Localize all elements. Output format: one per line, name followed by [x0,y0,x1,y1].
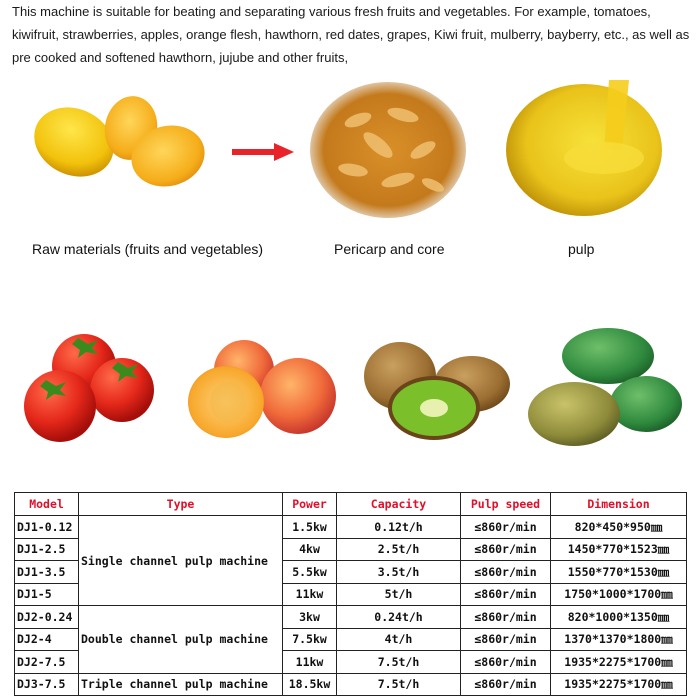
pericarp-label: Pericarp and core [334,241,445,257]
cell-dimension: 1370*1370*1800㎜ [551,628,687,651]
cell-speed: ≤860r/min [461,561,551,584]
cell-speed: ≤860r/min [461,516,551,539]
header-model: Model [15,493,79,516]
cell-dimension: 1550*770*1530㎜ [551,561,687,584]
cell-type: Triple channel pulp machine [79,673,283,696]
cell-model: DJ1-3.5 [15,561,79,584]
cell-type: Double channel pulp machine [79,606,283,674]
cell-speed: ≤860r/min [461,651,551,674]
table-row [15,606,687,629]
cell-model: DJ2-7.5 [15,651,79,674]
tomato-image [16,328,162,448]
cell-speed: ≤860r/min [461,538,551,561]
cell-power: 18.5kw [283,673,337,696]
header-power: Power [283,493,337,516]
header-type: Type [79,493,283,516]
cell-capacity: 0.12t/h [337,516,461,539]
header-pulp-speed: Pulp speed [461,493,551,516]
cell-power: 1.5kw [283,516,337,539]
cell-speed: ≤860r/min [461,673,551,696]
raw-materials-label: Raw materials (fruits and vegetables) [32,241,264,257]
cell-model: DJ1-0.12 [15,516,79,539]
mango-image [30,92,210,197]
pulp-image [504,80,664,218]
cell-speed: ≤860r/min [461,628,551,651]
cell-capacity: 7.5t/h [337,651,461,674]
cell-power: 5.5kw [283,561,337,584]
cell-power: 11kw [283,583,337,606]
table-header-row [15,493,687,516]
cell-model: DJ2-0.24 [15,606,79,629]
cell-speed: ≤860r/min [461,606,551,629]
cell-capacity: 5t/h [337,583,461,606]
cell-model: DJ2-4 [15,628,79,651]
table-row [15,673,687,696]
header-capacity: Capacity [337,493,461,516]
kiwi-image [362,338,512,442]
cell-dimension: 820*1000*1350㎜ [551,606,687,629]
cell-power: 7.5kw [283,628,337,651]
cell-dimension: 1935*2275*1700㎜ [551,673,687,696]
pericarp-image [308,80,468,220]
cell-capacity: 0.24t/h [337,606,461,629]
cell-power: 11kw [283,651,337,674]
cell-dimension: 1750*1000*1700㎜ [551,583,687,606]
cell-capacity: 2.5t/h [337,538,461,561]
cell-capacity: 7.5t/h [337,673,461,696]
spec-table [14,492,687,696]
cell-type: Single channel pulp machine [79,516,283,606]
cell-power: 4kw [283,538,337,561]
arrow-icon [232,143,294,161]
cell-power: 3kw [283,606,337,629]
cell-capacity: 3.5t/h [337,561,461,584]
header-dimension: Dimension [551,493,687,516]
cell-dimension: 820*450*950㎜ [551,516,687,539]
cell-speed: ≤860r/min [461,583,551,606]
table-row [15,516,687,539]
cell-dimension: 1935*2275*1700㎜ [551,651,687,674]
cell-model: DJ1-2.5 [15,538,79,561]
prickly-pear-image [526,326,688,450]
pulp-label: pulp [568,241,595,257]
cell-dimension: 1450*770*1523㎜ [551,538,687,561]
peach-image [182,340,342,444]
cell-model: DJ3-7.5 [15,673,79,696]
cell-model: DJ1-5 [15,583,79,606]
cell-capacity: 4t/h [337,628,461,651]
intro-paragraph: This machine is suitable for beating and separating various fresh fruits and vegetables. For example, tomatoes, kiwifruit, strawberries, apples, orange flesh, hawthorn, red dates, grapes, Kiwi fruit, mulberry, bayberry, etc., as well as pre cooked and softened hawthorn, jujube and other fruits, [12,4,690,65]
